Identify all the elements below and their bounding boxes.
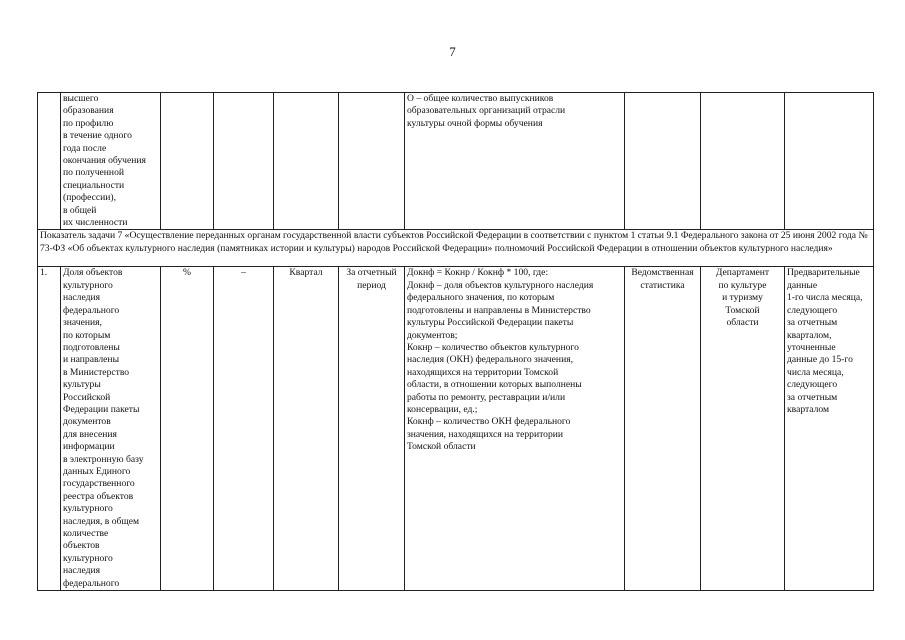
task-header-row	[38, 230, 874, 267]
cell-extra	[214, 93, 274, 230]
task-header: Показатель задачи 7 «Осуществление переданных органам государственной власти субъектов Российской Федерации в соответствии с пунктом 1 статьи 9.1 Федерального закона от 25 июня 2002 года № 73-ФЗ «Об объектах культурного наследия (памятниках истории и культуры) народов Российской Федерации» полномочий Российской Федерации в отношении объектов культурного наследия»	[38, 230, 874, 267]
data-source: Ведомственная статистика	[625, 267, 701, 591]
calculation-formula: Докнф = Кокнр / Кокнф * 100, где: Докнф – доля объектов культурного наследия федерального значения, по которым подготовлены и направлены в Министерство культуры Российской Федерации пакеты документов; Кокнр – количество объектов культурного наследия (ОКН) федерального значения, находящихся на территории Томской области, в отношении которых выполнены работы по ремонту, реставрации и/или консервации, ед.; Кокнф – количество ОКН федерального значения, находящихся на территории Томской области	[405, 267, 625, 591]
unit-of-measure: %	[161, 267, 214, 591]
cell-frequency	[274, 93, 339, 230]
indicators-table	[37, 92, 874, 591]
cell-period	[339, 93, 405, 230]
cell-deadline	[785, 93, 874, 230]
page-number: 7	[449, 44, 456, 59]
indicator-row	[38, 267, 874, 591]
cell-unit	[161, 93, 214, 230]
cell-responsible	[701, 93, 785, 230]
dash-cell: –	[214, 267, 274, 591]
formula-cell: О – общее количество выпускников образовательных организаций отрасли культуры очной формы обучения	[405, 93, 625, 230]
frequency: Квартал	[274, 267, 339, 591]
reporting-period: За отчетный период	[339, 267, 405, 591]
continued-row	[38, 93, 874, 230]
indicator-name-cell: высшего образования по профилю в течение одного года после окончания обучения по полученной специальности (профессии), в общей их численности	[61, 93, 161, 230]
row-number: 1.	[38, 267, 61, 591]
cell-source	[625, 93, 701, 230]
cell-num	[38, 93, 61, 230]
submission-deadline: Предварительные данные 1-го числа месяца, следующего за отчетным кварталом, уточненные данные до 15-го числа месяца, следующего за отчетным кварталом	[785, 267, 874, 591]
responsible-body: Департамент по культуре и туризму Томской области	[701, 267, 785, 591]
indicator-name: Доля объектов культурного наследия федерального значения, по которым подготовлены и направлены в Министерство культуры Российской Федерации пакеты документов для внесения информации в электронную базу данных Единого государственного реестра объектов культурного наследия, в общем количестве объектов культурного наследия федерального	[61, 267, 161, 591]
